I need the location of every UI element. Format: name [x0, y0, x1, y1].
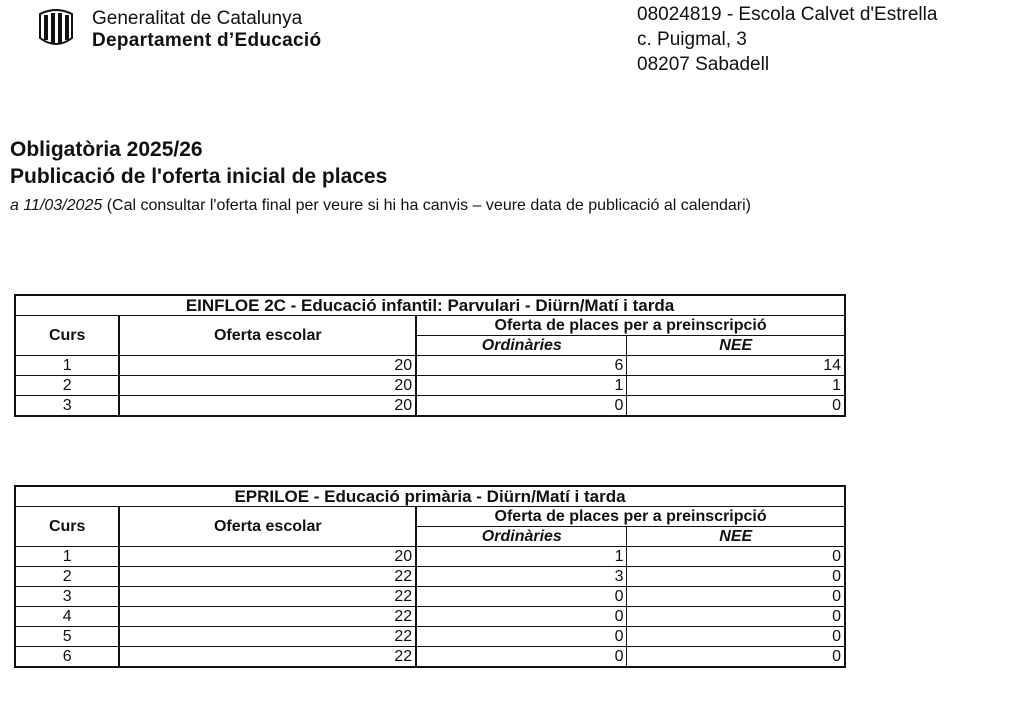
ordinaries-cell: 0 [416, 647, 627, 668]
preinscripcio-header: Oferta de places per a preinscripció [416, 316, 845, 336]
oferta-header: Oferta escolar [119, 316, 416, 356]
title-line-2: Publicació de l'oferta inicial de places [10, 165, 388, 188]
oferta-cell: 22 [119, 607, 416, 627]
school-city: 08207 Sabadell [637, 54, 770, 75]
table-row [15, 627, 845, 647]
curs-cell: 5 [15, 627, 119, 647]
oferta-cell: 20 [119, 396, 416, 417]
ordinaries-cell: 3 [416, 567, 627, 587]
curs-cell: 1 [15, 547, 119, 567]
oferta-header: Oferta escolar [119, 507, 416, 547]
preinscripcio-header: Oferta de places per a preinscripció [416, 507, 845, 527]
ordinaries-cell: 0 [416, 587, 627, 607]
curs-header: Curs [15, 507, 119, 547]
table-title: EPRILOE - Educació primària - Diürn/Matí i tarda [15, 486, 845, 507]
nee-header: NEE [627, 527, 845, 547]
curs-cell: 2 [15, 567, 119, 587]
nee-cell: 0 [627, 627, 845, 647]
org-block [92, 8, 321, 52]
ordinaries-cell: 1 [416, 376, 627, 396]
school-code-name: 08024819 - Escola Calvet d'Estrella [637, 4, 938, 25]
nee-cell: 14 [627, 356, 845, 376]
nee-cell: 0 [627, 567, 845, 587]
school-street: c. Puigmal, 3 [637, 29, 747, 50]
nee-cell: 0 [627, 547, 845, 567]
table-row [15, 587, 845, 607]
publication-note [10, 196, 751, 216]
curs-cell: 3 [15, 396, 119, 417]
primaria-offer-table [14, 485, 846, 668]
curs-cell: 3 [15, 587, 119, 607]
table-row [15, 376, 845, 396]
table-row [15, 607, 845, 627]
consult-note: (Cal consultar l'oferta final per veure si hi ha canvis – veure data de publicació al calendari) [106, 197, 751, 214]
publication-date: a 11/03/2025 [10, 197, 103, 214]
table-row [15, 547, 845, 567]
oferta-cell: 20 [119, 356, 416, 376]
ordinaries-cell: 6 [416, 356, 627, 376]
ordinaries-cell: 1 [416, 547, 627, 567]
curs-cell: 1 [15, 356, 119, 376]
department-name: Departament d’Educació [92, 30, 322, 51]
curs-cell: 2 [15, 376, 119, 396]
table-row [15, 567, 845, 587]
generalitat-logo-icon [36, 8, 76, 48]
nee-cell: 0 [627, 396, 845, 417]
oferta-cell: 20 [119, 376, 416, 396]
infantil-offer-table [14, 294, 846, 417]
ordinaries-cell: 0 [416, 396, 627, 417]
nee-cell: 0 [627, 607, 845, 627]
table-row [15, 647, 845, 668]
ordinaries-header: Ordinàries [416, 527, 627, 547]
table-row [15, 356, 845, 376]
curs-header: Curs [15, 316, 119, 356]
oferta-cell: 22 [119, 567, 416, 587]
ordinaries-cell: 0 [416, 607, 627, 627]
oferta-cell: 22 [119, 627, 416, 647]
org-name: Generalitat de Catalunya [92, 8, 303, 29]
oferta-cell: 22 [119, 587, 416, 607]
school-block [637, 2, 937, 77]
table-row [15, 396, 845, 417]
page-title [10, 136, 387, 190]
title-line-1: Obligatòria 2025/26 [10, 138, 203, 161]
nee-cell: 1 [627, 376, 845, 396]
nee-header: NEE [627, 336, 845, 356]
curs-cell: 4 [15, 607, 119, 627]
nee-cell: 0 [627, 587, 845, 607]
ordinaries-header: Ordinàries [416, 336, 627, 356]
oferta-cell: 20 [119, 547, 416, 567]
oferta-cell: 22 [119, 647, 416, 668]
nee-cell: 0 [627, 647, 845, 668]
table-title: EINFLOE 2C - Educació infantil: Parvulari - Diürn/Matí i tarda [15, 295, 845, 316]
ordinaries-cell: 0 [416, 627, 627, 647]
curs-cell: 6 [15, 647, 119, 668]
